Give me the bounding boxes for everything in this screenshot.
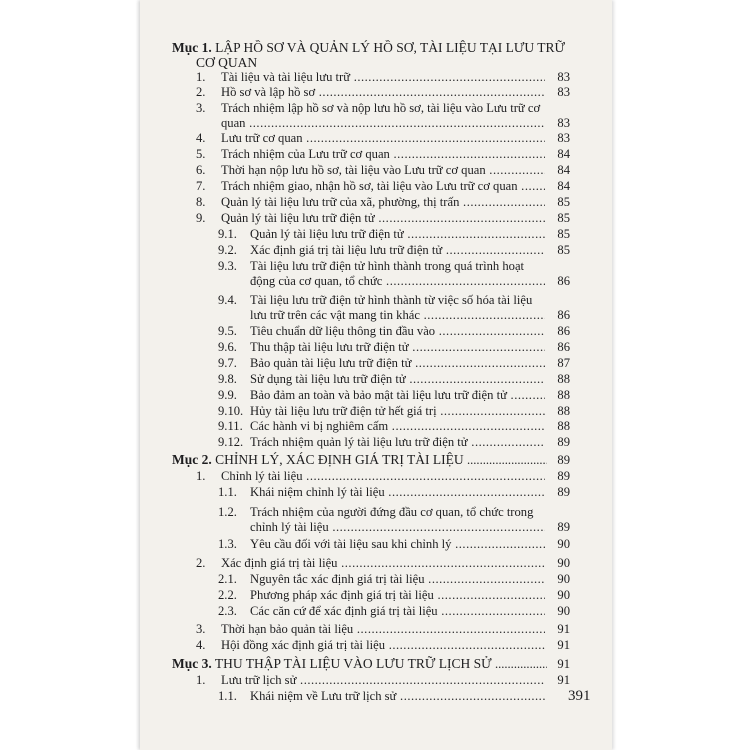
section-title: CHỈNH LÝ, XÁC ĐỊNH GIÁ TRỊ TÀI LIỆU <box>215 452 464 467</box>
section-heading-cont: CƠ QUAN <box>196 55 258 70</box>
section-heading[interactable] <box>172 452 547 468</box>
section-label: Mục 1. <box>172 40 212 55</box>
section-label: Mục 2. <box>172 452 212 467</box>
section-label: Mục 3. <box>172 656 212 671</box>
page-number: 391 <box>568 688 591 704</box>
section-title: THU THẬP TÀI LIỆU VÀO LƯU TRỮ LỊCH SỬ <box>214 656 492 671</box>
section-heading <box>172 40 572 56</box>
section-title: LẬP HỒ SƠ VÀ QUẢN LÝ HỒ SƠ, TÀI LIỆU TẠI LƯU TRỮ <box>215 40 565 55</box>
section-heading[interactable] <box>172 656 547 672</box>
